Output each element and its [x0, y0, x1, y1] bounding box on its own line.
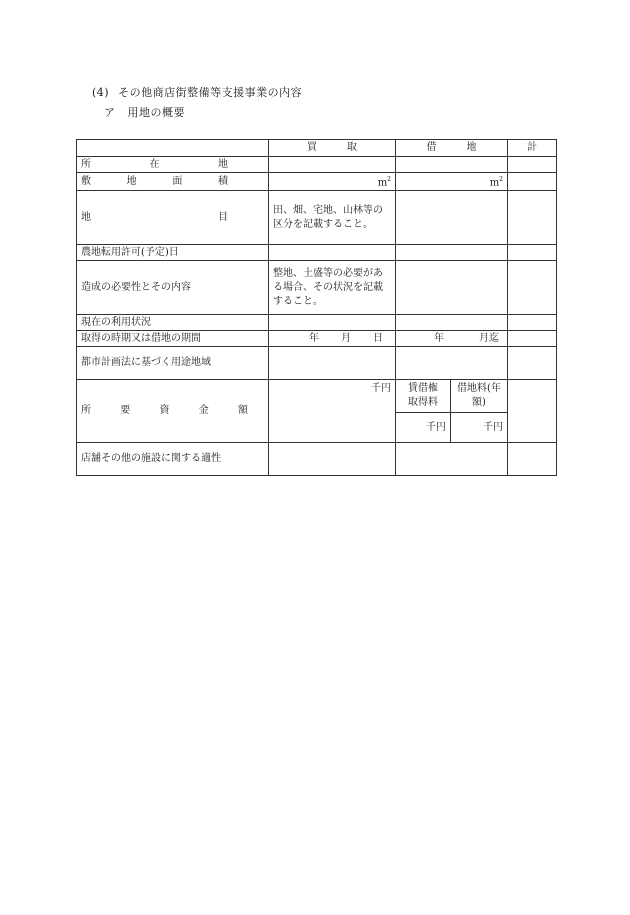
section-number: (4) — [92, 86, 110, 99]
land-category-row — [77, 191, 557, 245]
zoning-buy-cell — [269, 347, 396, 380]
header-lease: 借 地 — [396, 140, 508, 157]
area-unit-sup-buy: 2 — [387, 176, 391, 183]
zoning-row — [77, 347, 557, 380]
header-row — [77, 140, 557, 157]
zoning-label: 都市計画法に基づく用途地域 — [77, 347, 269, 380]
land-category-lease-cell — [396, 191, 508, 245]
location-total-cell — [508, 157, 557, 173]
acq-day: 日 — [373, 332, 383, 344]
lease-year: 年 — [434, 332, 444, 344]
current-use-lease-cell — [396, 315, 508, 331]
farmland-permit-total-cell — [508, 245, 557, 261]
funds-row-top — [77, 380, 557, 413]
land-category-total-cell — [508, 191, 557, 245]
development-row — [77, 261, 557, 315]
funds-total-cell — [508, 380, 557, 443]
area-unit-buy: m — [377, 177, 388, 189]
farmland-permit-lease-cell — [396, 245, 508, 261]
development-note: 整地、土盛等の必要がある場合、その状況を記載すること。 — [269, 261, 396, 315]
development-lease-cell — [396, 261, 508, 315]
lease-until: 月迄 — [479, 332, 499, 344]
land-category-label: 地 目 — [77, 191, 269, 245]
farmland-permit-label: 農地転用許可(予定)日 — [77, 245, 269, 261]
land-overview-table — [76, 139, 557, 476]
area-row — [77, 173, 557, 191]
development-label: 造成の必要性とその内容 — [77, 261, 269, 315]
current-use-row — [77, 315, 557, 331]
area-total-cell — [508, 173, 557, 191]
section-heading — [92, 84, 302, 100]
farmland-permit-buy-cell — [269, 245, 396, 261]
location-buy-cell — [269, 157, 396, 173]
section-title: その他商店街整備等支援事業の内容 — [118, 86, 303, 99]
header-blank — [77, 140, 269, 157]
location-label: 所 在 地 — [77, 157, 269, 173]
suitability-row — [77, 443, 557, 476]
lease-period-cell — [396, 331, 508, 347]
land-category-note: 田、畑、宅地、山林等の区分を記載すること。 — [269, 191, 396, 245]
acquisition-total-cell — [508, 331, 557, 347]
lease-right-fee-label: 賃借権取得料 — [396, 380, 451, 413]
development-total-cell — [508, 261, 557, 315]
zoning-total-cell — [508, 347, 557, 380]
suitability-total-cell — [508, 443, 557, 476]
funds-buy-cell: 千円 — [269, 380, 396, 443]
subsection-heading — [104, 104, 185, 120]
area-lease-cell — [396, 173, 508, 191]
suitability-label: 店舗その他の施設に関する適性 — [77, 443, 269, 476]
subsection-marker: ア — [104, 106, 116, 119]
current-use-total-cell — [508, 315, 557, 331]
funds-label: 所 要 資 金 額 — [77, 380, 269, 443]
suitability-lease-cell — [396, 443, 508, 476]
suitability-buy-cell — [269, 443, 396, 476]
acquisition-period-row — [77, 331, 557, 347]
zoning-lease-cell — [396, 347, 508, 380]
header-total: 計 — [508, 140, 557, 157]
acq-month: 月 — [341, 332, 351, 344]
subsection-title: 用地の概要 — [127, 106, 185, 119]
acq-year: 年 — [309, 332, 319, 344]
location-lease-cell — [396, 157, 508, 173]
lease-right-fee-unit: 千円 — [396, 413, 451, 443]
lease-rent-label: 借地料(年額) — [451, 380, 508, 413]
current-use-buy-cell — [269, 315, 396, 331]
lease-rent-unit: 千円 — [451, 413, 508, 443]
area-buy-cell — [269, 173, 396, 191]
header-buy: 買 取 — [269, 140, 396, 157]
current-use-label: 現在の利用状況 — [77, 315, 269, 331]
location-row — [77, 157, 557, 173]
area-unit-sup-lease: 2 — [499, 176, 503, 183]
acquisition-date-cell — [269, 331, 396, 347]
area-label: 敷 地 面 積 — [77, 173, 269, 191]
acquisition-period-label: 取得の時期又は借地の期間 — [77, 331, 269, 347]
area-unit-lease: m — [489, 177, 500, 189]
farmland-permit-row — [77, 245, 557, 261]
